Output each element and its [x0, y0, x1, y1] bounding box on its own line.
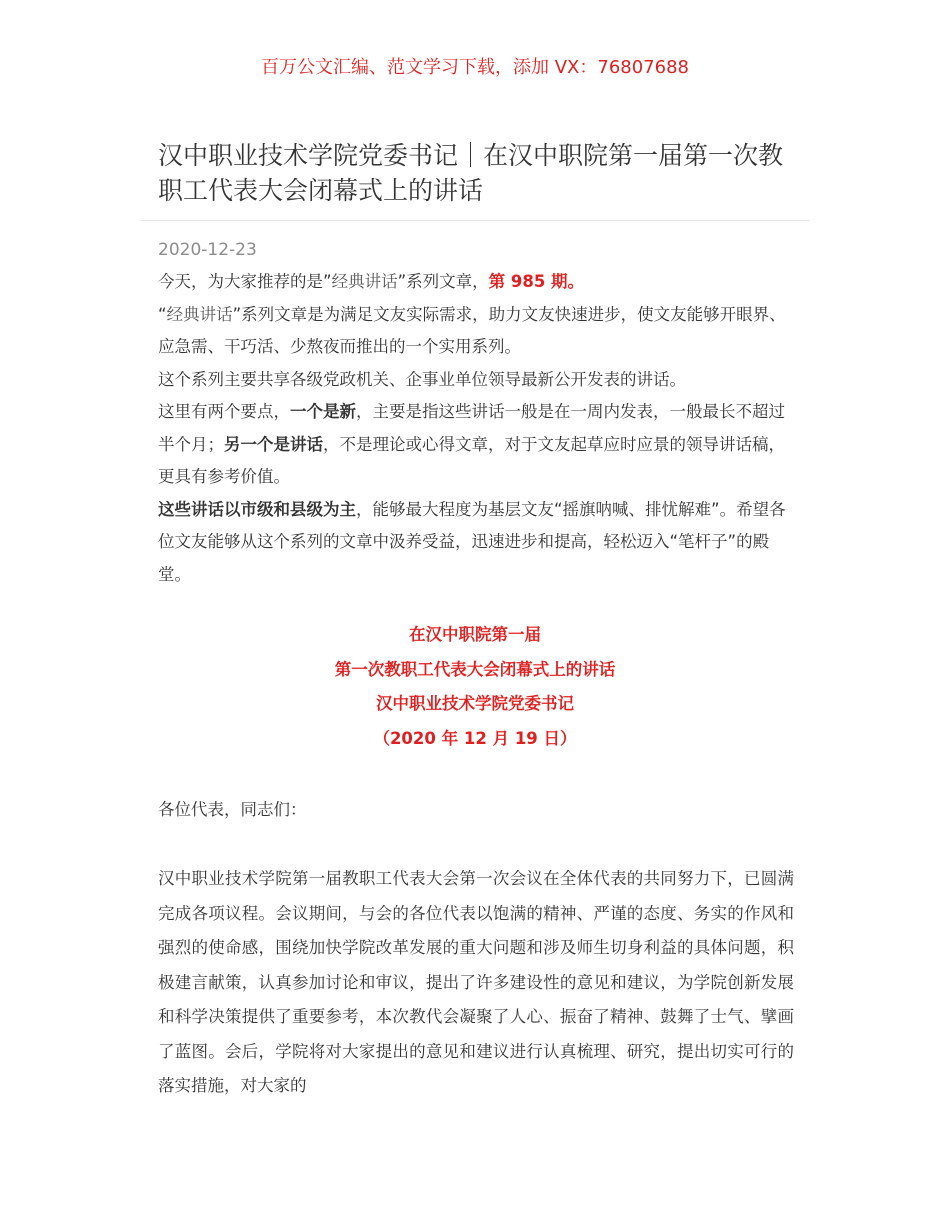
- publish-date: 2020-12-23: [158, 240, 257, 260]
- key-point-new: 一个是新: [290, 402, 356, 421]
- key-point-level: 这些讲话以市级和县级为主: [158, 499, 356, 519]
- series-intro: [158, 266, 794, 591]
- speech-greeting: 各位代表，同志们：: [158, 800, 307, 819]
- speech-heading-line-2: 第一次教职工代表大会闭幕式上的讲话: [334, 659, 616, 679]
- issue-number: 第 985 期。: [488, 272, 585, 291]
- speech-heading: [0, 618, 950, 756]
- intro-text: ”系列文章，: [397, 272, 489, 291]
- intro-paragraph-4: [158, 396, 794, 494]
- series-name: 经典讲话: [331, 272, 398, 291]
- intro-paragraph-5: [158, 494, 794, 592]
- intro-text: 这里有两个要点，: [158, 402, 290, 421]
- speech-body-paragraph: 汉中职业技术学院第一届教职工代表大会第一次会议在全体代表的共同努力下，已圆满完成各项议程。会议期间，与会的各位代表以饱满的精神、严谨的态度、务实的作风和强烈的使命感，围绕加快学院改革发展的重大问题和涉及师生切身利益的具体问题，积极建言献策，认真参加讨论和审议，提出了许多建设性的意见和建议，为学院创新发展和科学决策提供了重要参考，本次教代会凝聚了人心、振奋了精神、鼓舞了士气、擘画了蓝图。会后，学院将对大家提出的意见和建议进行认真梳理、研究，提出切实可行的落实措施，对大家的: [158, 869, 794, 1095]
- speech-heading-line-1: 在汉中职院第一届: [409, 625, 541, 644]
- intro-paragraph-1: [158, 266, 794, 299]
- intro-text: 今天，为大家推荐的是”: [158, 272, 332, 291]
- download-banner: 百万公文汇编、范文学习下载，添加 VX：76807688: [261, 57, 689, 78]
- intro-paragraph-3: 这个系列主要共享各级党政机关、企事业单位领导最新公开发表的讲话。: [158, 369, 686, 389]
- article-title: 汉中职业技术学院党委书记｜在汉中职院第一届第一次教职工代表大会闭幕式上的讲话: [158, 141, 784, 205]
- intro-text: ，主要是指这些讲话一般是在一周内发表，一般最长不超过半个月；: [158, 402, 785, 454]
- intro-text: ，不是理论或心得文章，对于文友起草应时应景的领导讲话稿，更具有参考价值。: [158, 434, 785, 486]
- series-name: 经典讲话: [166, 304, 233, 324]
- intro-text: ”系列文章是为满足文友实际需求，助力文友快速进步，使文友能够开眼界、应急需、干巧活、少熬夜而推出的一个实用系列。: [158, 304, 786, 356]
- title-divider: [140, 220, 810, 221]
- speech-heading-line-3: 汉中职业技术学院党委书记: [376, 694, 574, 713]
- intro-text: “: [158, 304, 167, 324]
- intro-paragraph-2: [158, 299, 794, 364]
- speech-heading-line-4: （2020 年 12 月 19 日）: [373, 728, 577, 748]
- intro-text: ，能够最大程度为基层文友“摇旗呐喊、排忧解难”。希望各位文友能够从这个系列的文章中汲养受益，迅速进步和提高，轻松迈入“笔杆子”的殿堂。: [158, 499, 786, 584]
- key-point-speech: 另一个是讲话: [224, 434, 323, 454]
